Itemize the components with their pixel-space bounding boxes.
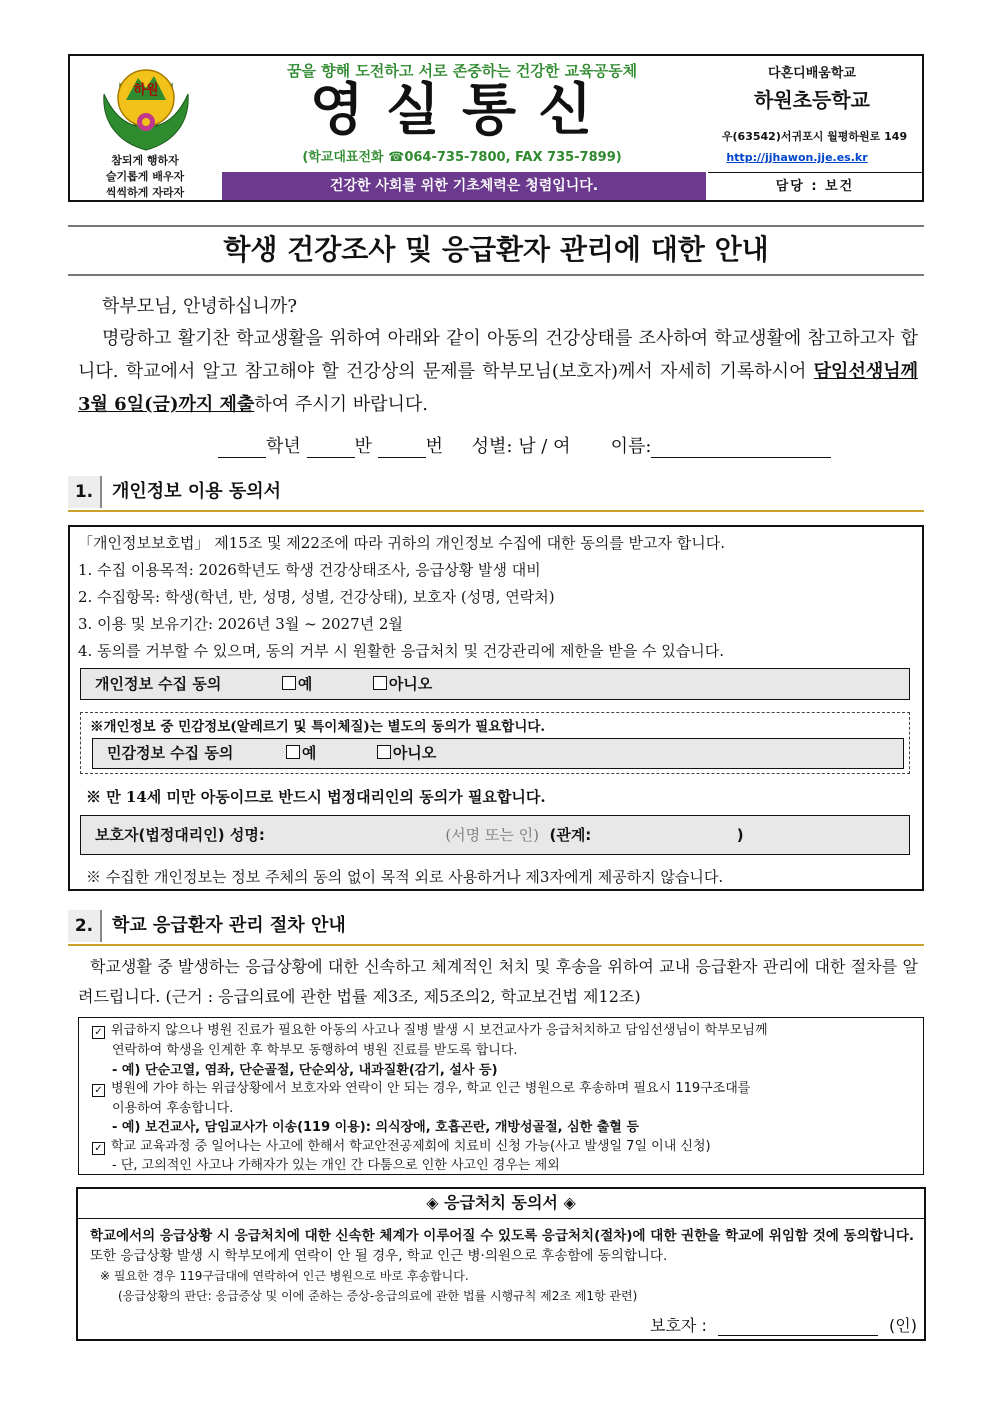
- motto-line-2: 슬기롭게 배우자: [105, 170, 185, 183]
- privacy-consent-label: 개인정보 수집 동의: [95, 675, 222, 693]
- check-icon: ✓: [92, 1084, 105, 1097]
- title-rule-top: [68, 225, 924, 227]
- procedure-item-2-cont: 이용하여 후송합니다.: [112, 1101, 234, 1116]
- deadline-emphasis: 담임선생님께 3월 6일(금)까지 제출: [78, 361, 918, 415]
- school-url-link[interactable]: http://jjhawon.jje.es.kr: [726, 151, 868, 164]
- section2-number: 2.: [68, 910, 102, 942]
- in-charge: 담당 : 보건: [708, 172, 922, 200]
- privacy-consent-row: [80, 668, 910, 700]
- name-label: 이름:: [610, 436, 652, 457]
- sensitive-consent-label: 민감정보 수집 동의: [107, 744, 234, 762]
- emergency-note-2: (응급상황의 판단: 응급증상 및 이에 준하는 증상-응급의료에 관한 법률 시행규칙 제2조 제1항 관련): [118, 1289, 638, 1303]
- greeting: 학부모님, 안녕하십니까?: [102, 296, 297, 317]
- emergency-consent-text: 또한 응급상황 발생 시 학부모에게 연락이 안 될 경우, 학교 인근 병·의원으로 후송함에 동의합니다.: [90, 1248, 668, 1264]
- school-name: 하원초등학교: [754, 88, 870, 112]
- sensitive-consent-row: [92, 738, 904, 769]
- number-field[interactable]: [378, 437, 426, 458]
- guardian-signature-line: [650, 1313, 917, 1336]
- section2-title: 학교 응급환자 관리 절차 안내: [112, 915, 346, 936]
- section1-title: 개인정보 이용 동의서: [112, 481, 282, 502]
- procedure-example-2: - 예) 보건교사, 담임교사가 이송(119 이용): 의식장애, 호흡곤란, 개방성골절, 심한 출혈 등: [112, 1120, 639, 1135]
- intro-paragraph: [78, 322, 918, 421]
- sensitive-info-note: ※개인정보 중 민감정보(알레르기 및 특이체질)는 별도의 동의가 필요합니다.: [90, 719, 546, 735]
- privacy-purpose: 1. 수집 이용목적: 2026학년도 학생 건강상태조사, 응급상황 발생 대비: [78, 561, 541, 579]
- intro-text-end: 하여 주시기 바랍니다.: [254, 394, 428, 415]
- title-rule-bottom: [68, 274, 924, 276]
- emblem-text: 하원: [133, 83, 159, 98]
- seal-label: (인): [889, 1316, 917, 1335]
- grade-label: 학년: [266, 436, 301, 457]
- check-icon: ✓: [92, 1142, 105, 1155]
- under14-note: ※ 만 14세 미만 아동이므로 반드시 법정대리인의 동의가 필요합니다.: [86, 788, 546, 806]
- motto-line-3: 씩씩하게 자라자: [105, 186, 185, 199]
- procedure-item-3-note: - 단, 고의적인 사고나 가해자가 있는 개인 간 다툼으로 인한 사고인 경우는 제외: [112, 1158, 560, 1173]
- gender-label[interactable]: 성별: 남 / 여: [471, 436, 571, 457]
- intro-text: 명랑하고 활기찬 학교생활을 위하여 아래와 같이 아동의 건강상태를 조사하여 학교생활에 참고하고자 합니다. 학교에서 알고 참고해야 할 건강상의 문제를 학부모님(보호자)께서 자세히 기록하시어: [78, 328, 918, 382]
- guardian-sign-field[interactable]: [718, 1315, 878, 1336]
- section1-number: 1.: [68, 476, 102, 508]
- page-title: 학생 건강조사 및 응급환자 관리에 대한 안내: [223, 233, 769, 266]
- privacy-no-checkbox[interactable]: 아니오: [373, 675, 432, 693]
- privacy-yes-checkbox[interactable]: 예: [282, 675, 313, 693]
- integrity-banner: 건강한 사회를 위한 기초체력은 청렴입니다.: [222, 172, 706, 200]
- number-label: 번: [425, 436, 444, 457]
- emergency-consent-rule: [76, 1218, 926, 1219]
- section2-header: [68, 906, 924, 946]
- section2-intro: 학교생활 중 발생하는 응급상황에 대한 신속하고 체계적인 처치 및 후송을 위하여 교내 응급환자 관리에 대한 절차를 알려드립니다. (근거 : 응급의료에 관한 법률 제3조, 제5조의2, 학교보건법 제12조): [78, 957, 918, 1006]
- privacy-items: 2. 수집항목: 학생(학년, 반, 성명, 성별, 건강상태), 보호자 (성명, 연락처): [78, 588, 555, 606]
- school-emblem-icon: [96, 60, 196, 155]
- privacy-law-line: 「개인정보보호법」 제15조 및 제22조에 따라 귀하의 개인정보 수집에 대한 동의를 받고자 합니다.: [78, 534, 726, 552]
- emergency-note-1: ※ 필요한 경우 119구급대에 연락하여 인근 병원으로 바로 후송합니다.: [100, 1269, 469, 1283]
- check-icon: ✓: [92, 1026, 105, 1039]
- name-field[interactable]: [651, 437, 831, 458]
- sensitive-no-checkbox[interactable]: 아니오: [377, 744, 436, 762]
- school-slogan: 꿈을 향해 도전하고 서로 존중하는 건강한 교육공동체: [286, 62, 638, 80]
- motto-line-1: 참되게 행하자: [111, 154, 179, 167]
- privacy-period: 3. 이용 및 보유기간: 2026년 3월 ~ 2027년 2월: [78, 615, 403, 633]
- privacy-refusal: 4. 동의를 거부할 수 있으며, 동의 거부 시 원활한 응급처치 및 건강관리에 제한을 받을 수 있습니다.: [78, 642, 724, 660]
- emergency-consent-title: ◈ 응급처치 동의서 ◈: [426, 1193, 576, 1212]
- relation-label: (관계:: [549, 826, 592, 844]
- guardian-sign-label: 보호자 :: [650, 1316, 707, 1335]
- class-field[interactable]: [307, 437, 355, 458]
- procedure-item-1-cont: 연락하여 학생을 인계한 후 학부모 동행하여 병원 진료를 받도록 합니다.: [112, 1043, 518, 1058]
- school-phone: (학교대표전화 ☎064-735-7800, FAX 735-7899): [302, 150, 622, 165]
- school-address: 우(63542)서귀포시 월평하원로 149: [721, 130, 908, 143]
- emergency-consent-body: [90, 1226, 914, 1306]
- procedure-item-2: ✓ 병원에 가야 하는 위급상황에서 보호자와 연락이 안 되는 경우, 학교 인근 병원으로 후송하며 필요시 119구조대를: [92, 1077, 750, 1097]
- procedure-item-1: ✓ 위급하지 않으나 병원 진료가 필요한 아동의 사고나 질병 발생 시 보건교사가 응급처치하고 담임선생님이 학부모님께: [92, 1019, 768, 1039]
- procedure-item-3: ✓ 학교 교육과정 중 일어나는 사고에 한해서 학교안전공제회에 치료비 신청 가능(사고 발생일 7일 이내 신청): [92, 1135, 711, 1155]
- privacy-footer-note: ※ 수집한 개인정보는 정보 주체의 동의 없이 목적 외로 사용하거나 제3자에게 제공하지 않습니다.: [86, 868, 724, 886]
- guardian-label: 보호자(법정대리인) 성명:: [95, 826, 265, 844]
- guardian-row: [80, 815, 910, 855]
- sign-hint: (서명 또는 인): [445, 826, 540, 844]
- school-tag: 다혼디배움학교: [768, 66, 856, 81]
- procedure-example-1: - 예) 단순고열, 염좌, 단순골절, 단순외상, 내과질환(감기, 설사 등): [112, 1063, 498, 1078]
- section1-header: [68, 472, 924, 512]
- student-info-line: [218, 432, 831, 458]
- sensitive-yes-checkbox[interactable]: 예: [286, 744, 317, 762]
- emergency-consent-bold: 학교에서의 응급상황 시 응급처치에 대한 신속한 체계가 이루어질 수 있도록 응급처치(절차)에 대한 권한을 학교에 위임함 것에 동의합니다.: [90, 1228, 914, 1244]
- grade-field[interactable]: [218, 437, 266, 458]
- class-label: 반: [354, 436, 372, 457]
- newsletter-title: 영실통신: [309, 77, 615, 143]
- relation-close: ): [736, 826, 744, 844]
